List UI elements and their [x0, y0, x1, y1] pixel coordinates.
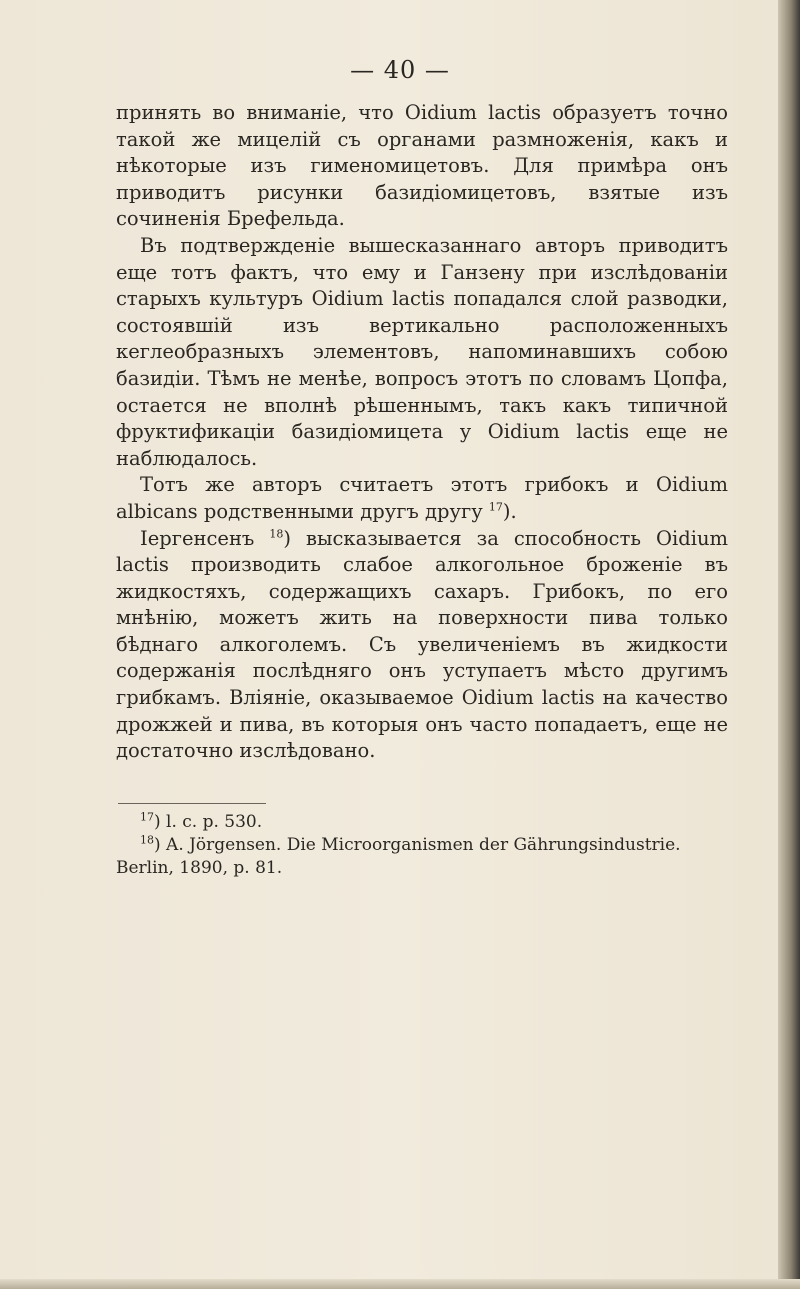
- footnote-number: 18: [140, 833, 154, 847]
- page-edge: [778, 0, 800, 1289]
- footnote-ref-17[interactable]: 17: [488, 500, 503, 514]
- paragraph-4-text: ) высказывается за способность Oidium lactis производить слабое алкогольное броженіе въ жидкостяхъ, содержащихъ сахаръ. Грибокъ, по его мнѣнію, можетъ жить на поверхности пива только бѣднаго алкоголемъ. Съ увеличеніемъ въ жидкости содержанія послѣдняго онъ уступаетъ мѣсто другимъ грибкамъ. Вліяніе, оказываемое Oidium lactis на качество дрожжей и пива, въ которыя онъ часто попадаетъ, еще не достаточно изслѣдовано.: [116, 526, 728, 763]
- footnote-ref-18[interactable]: 18: [269, 527, 284, 540]
- footnote-divider: [118, 803, 266, 804]
- footnote-text: ) A. Jörgensen. Die Microorganismen der Gährungsindustrie. Berlin, 1890, p. 81.: [116, 835, 681, 878]
- paragraph-3-text: Тотъ же авторъ считаетъ этотъ грибокъ и Oidium albicans родственными другъ другу: [116, 473, 728, 523]
- paragraph-1: принять во вниманіе, что Oidium lactis образуетъ точно такой же мицелій съ органами размноженія, какъ и нѣкоторые изъ гименомицетовъ. Для примѣра онъ приводитъ рисунки базидіомицетовъ, взятые изъ сочиненія Брефельда.: [116, 101, 728, 231]
- paragraph-2: Въ подтвержденіе вышесказаннаго авторъ приводитъ еще тотъ фактъ, что ему и Ганзену при изслѣдованіи старыхъ культуръ Oidium lactis попадался слой разводки, состоявшій изъ вертикально расположенныхъ кеглеобразныхъ элементовъ, напоминавшихъ собою базидіи. Тѣмъ не менѣе, вопросъ этотъ по словамъ Цопфа, остается не вполнѣ рѣшеннымъ, такъ какъ типичной фруктификаціи базидіомицета у Oidium lactis еще не наблюдалось.: [116, 233, 728, 470]
- footnote-number: 17: [140, 810, 154, 824]
- footnote-18: [116, 834, 728, 880]
- page-bottom-edge: [0, 1279, 800, 1289]
- paragraph-4: [116, 526, 728, 765]
- paragraph-3: [116, 472, 728, 525]
- paragraph-4-start: Іергенсенъ: [140, 526, 270, 550]
- footnote-17: [116, 811, 728, 834]
- footnotes: [116, 811, 728, 880]
- paragraph-3-end: ).: [502, 499, 517, 523]
- body-text: [116, 100, 728, 765]
- page-number: — 40 —: [350, 56, 450, 84]
- footnote-text: ) l. c. p. 530.: [154, 812, 263, 832]
